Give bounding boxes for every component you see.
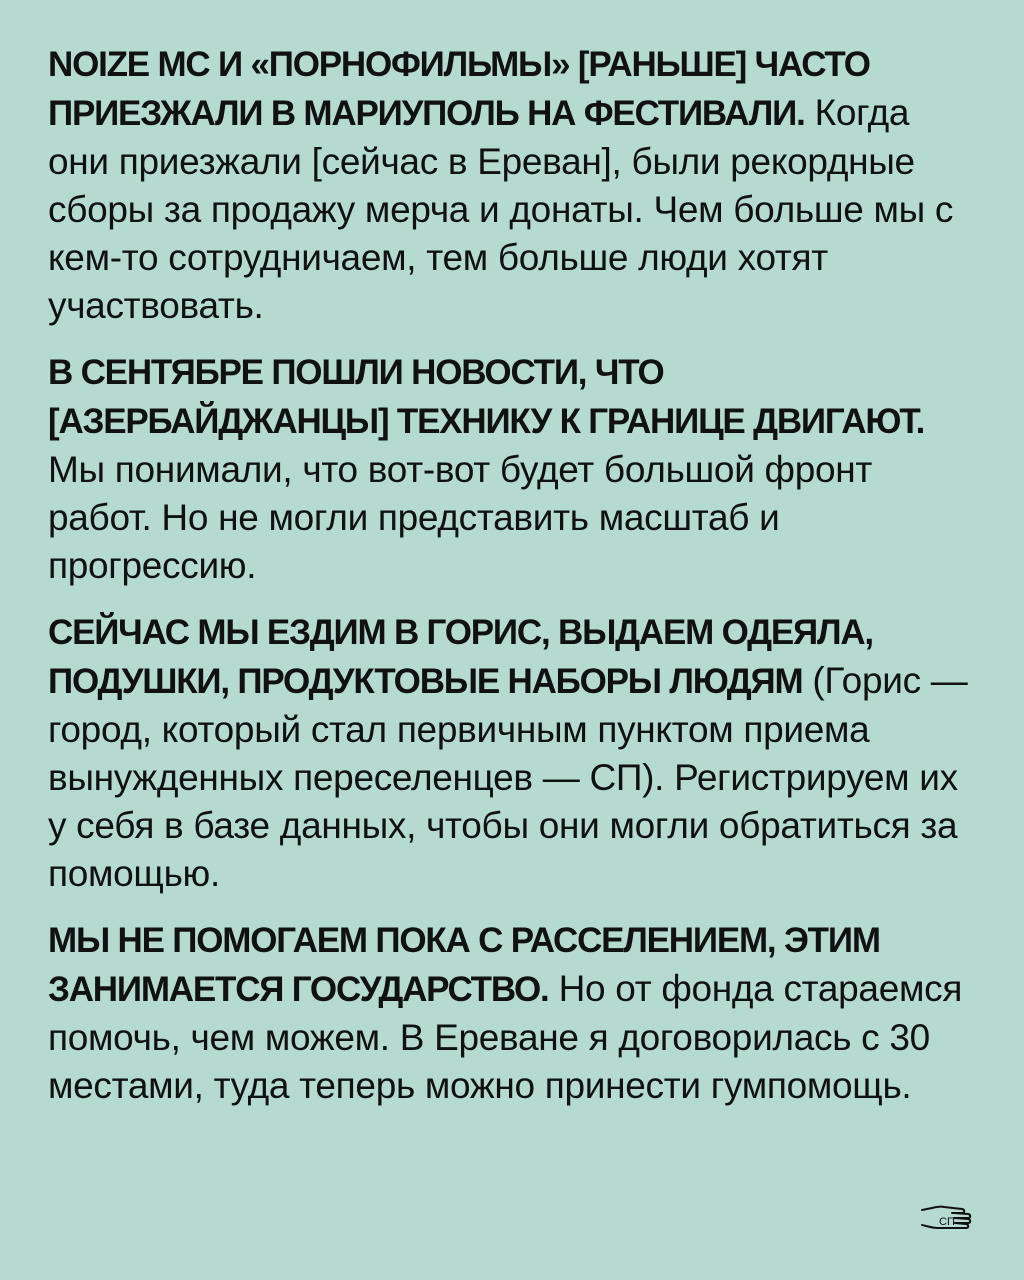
- paragraph-1-body: Когда они приезжали [сейчас в Ереван], были рекордные сборы за продажу мерча и донаты. Чем больше мы с кем-то сотрудничаем, тем больше люди хотят участвовать.: [48, 92, 954, 326]
- paragraph-4-body: Но от фонда стараемся помочь, чем можем. В Ереване я договорилась с 30 местами, туда теперь можно принести гумпомощь.: [48, 968, 963, 1106]
- paragraph-4: [48, 916, 978, 1110]
- logo-text: СП: [939, 1216, 955, 1228]
- paragraph-2-body: Мы понимали, что вот-вот будет большой фронт работ. Но не могли представить масштаб и прогрессию.: [48, 449, 873, 586]
- paragraph-3: [48, 608, 978, 898]
- paragraph-4-lead: МЫ НЕ ПОМОГАЕМ ПОКА С РАССЕЛЕНИЕМ, ЭТИМ ЗАНИМАЕТСЯ ГОСУДАРСТВО.: [48, 921, 880, 1009]
- article-text: [48, 40, 978, 1128]
- paragraph-3-body: (Горис — город, который стал первичным пунктом приема вынужденных переселенцев — СП). Регистрируем их у себя в базе данных, чтобы они могли обратиться за помощью.: [48, 660, 968, 894]
- hand-icon: [918, 1198, 974, 1238]
- paragraph-2-lead: В СЕНТЯБРЕ ПОШЛИ НОВОСТИ, ЧТО [АЗЕРБАЙДЖАНЦЫ] ТЕХНИКУ К ГРАНИЦЕ ДВИГАЮТ.: [48, 353, 925, 441]
- paragraph-1-lead: NOIZE MC И «ПОРНОФИЛЬМЫ» [РАНЬШЕ] ЧАСТО ПРИЕЗЖАЛИ В МАРИУПОЛЬ НА ФЕСТИВАЛИ.: [48, 45, 870, 133]
- paragraph-1: [48, 40, 978, 330]
- paragraph-3-lead: СЕЙЧАС МЫ ЕЗДИМ В ГОРИС, ВЫДАЕМ ОДЕЯЛА, ПОДУШКИ, ПРОДУКТОВЫЕ НАБОРЫ ЛЮДЯМ: [48, 613, 873, 701]
- paragraph-2: [48, 348, 978, 590]
